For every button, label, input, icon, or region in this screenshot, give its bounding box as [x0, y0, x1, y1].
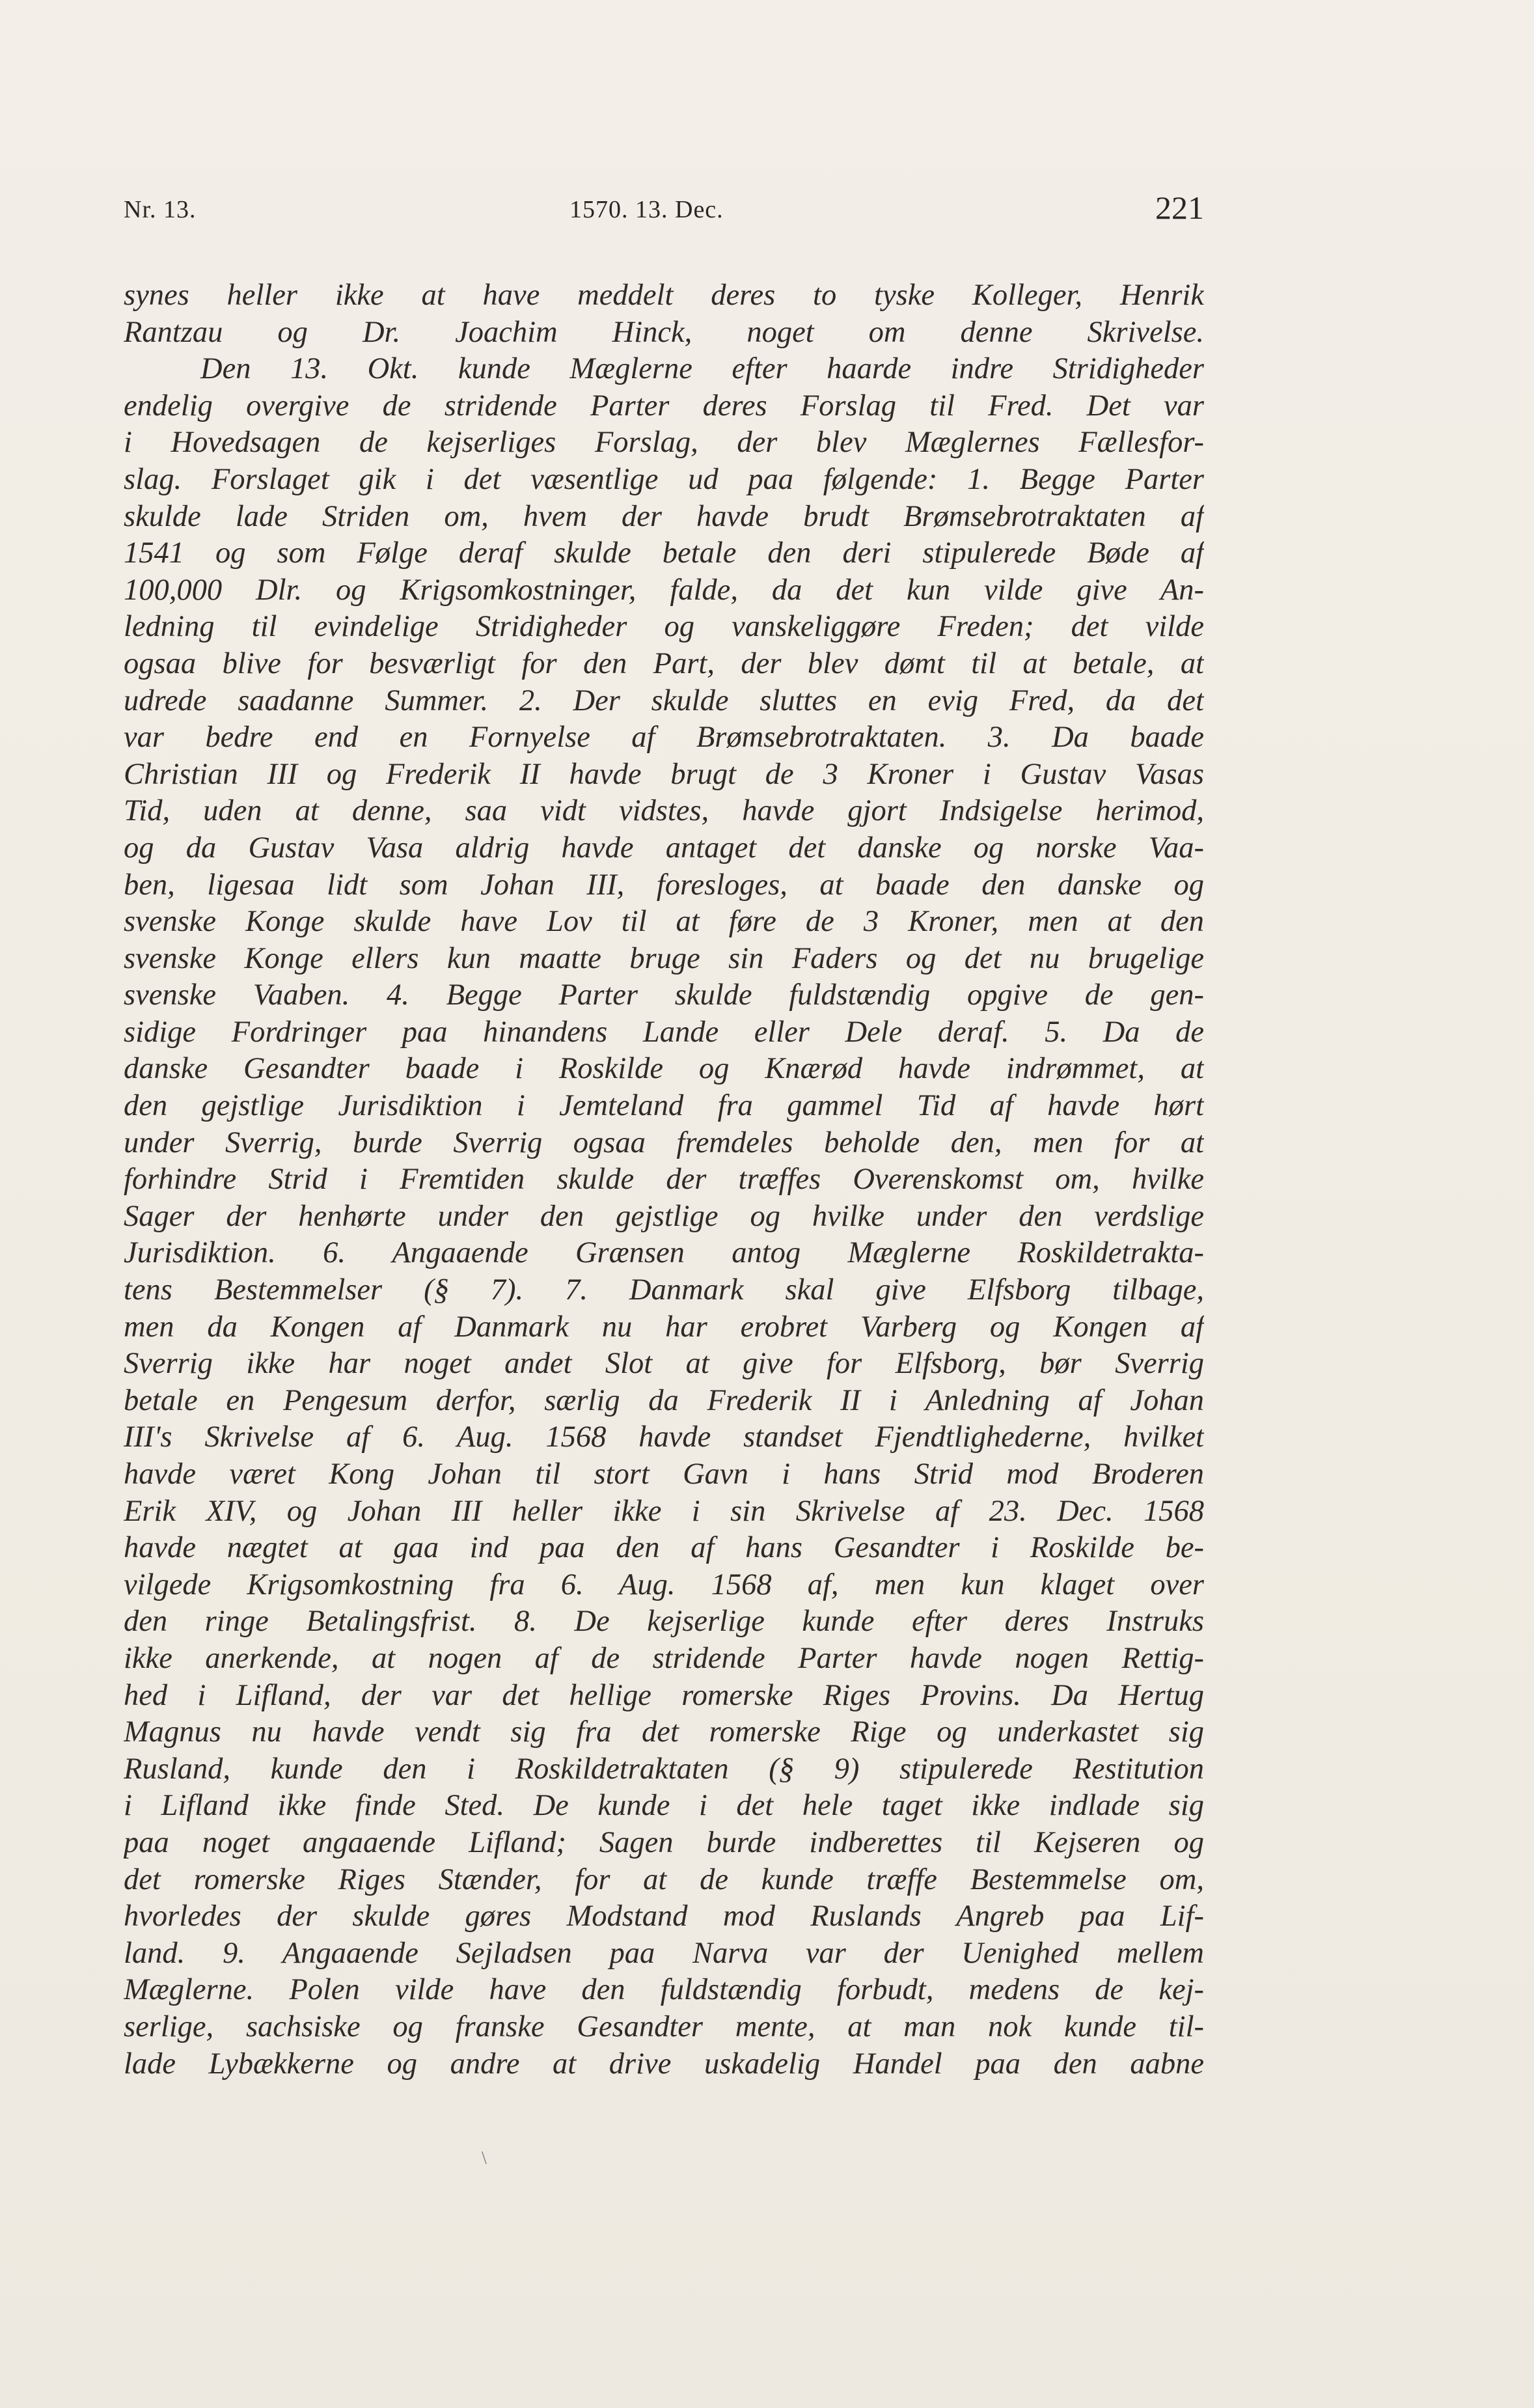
text-line: Erik XIV, og Johan III heller ikke i sin Skrivelse af 23. Dec. 1568: [124, 1494, 1204, 1528]
page-header: [124, 189, 1204, 241]
text-line: vilgede Krigsomkostning fra 6. Aug. 1568 af, men kun klaget over: [124, 1568, 1204, 1601]
text-line: svenske Konge ellers kun maatte bruge sin Faders og det nu brugelige: [124, 941, 1204, 975]
text-line: Jurisdiktion. 6. Angaaende Grænsen antog Mæglerne Roskildetrakta-: [124, 1236, 1204, 1270]
text-line: Rusland, kunde den i Roskildetraktaten (§ 9) stipulerede Restitution: [124, 1752, 1204, 1786]
text-line: 100,000 Dlr. og Krigsomkostninger, falde, da det kun vilde give An-: [124, 573, 1204, 607]
text-line: danske Gesandter baade i Roskilde og Knærød havde indrømmet, at: [124, 1052, 1204, 1086]
text-line: 1541 og som Følge deraf skulde betale den deri stipulerede Bøde af: [124, 536, 1204, 570]
text-line: var bedre end en Fornyelse af Brømsebrotraktaten. 3. Da baade: [124, 721, 1204, 754]
text-line: Magnus nu havde vendt sig fra det romerske Rige og underkastet sig: [124, 1715, 1204, 1749]
text-line: synes heller ikke at have meddelt deres to tyske Kolleger, Henrik: [124, 279, 1204, 312]
text-line: sidige Fordringer paa hinandens Lande eller Dele deraf. 5. Da de: [124, 1015, 1204, 1049]
text-line: Mæglerne. Polen vilde have den fuldstændig forbudt, medens de kej-: [124, 1973, 1204, 2007]
text-line: havde nægtet at gaa ind paa den af hans Gesandter i Roskilde be-: [124, 1531, 1204, 1565]
text-line: den gejstlige Jurisdiktion i Jemteland fra gammel Tid af havde hørt: [124, 1089, 1204, 1123]
text-line: forhindre Strid i Fremtiden skulde der træffes Overenskomst om, hvilke: [124, 1163, 1204, 1197]
text-line: Sverrig ikke har noget andet Slot at give for Elfsborg, bør Sverrig: [124, 1347, 1204, 1381]
text-line: ledning til evindelige Stridigheder og vanskeliggøre Freden; det vilde: [124, 610, 1204, 644]
text-line: III's Skrivelse af 6. Aug. 1568 havde standset Fjendtlighederne, hvilket: [124, 1420, 1204, 1454]
text-line: ben, ligesaa lidt som Johan III, foresloges, at baade den danske og: [124, 868, 1204, 902]
text-line: endelig overgive de stridende Parter deres Forslag til Fred. Det var: [124, 389, 1204, 422]
text-line: i Lifland ikke finde Sted. De kunde i det hele taget ikke indlade sig: [124, 1789, 1204, 1823]
body-text: [124, 277, 1204, 2083]
text-line: under Sverrig, burde Sverrig ogsaa fremdeles beholde den, men for at: [124, 1126, 1204, 1159]
text-line: betale en Pengesum derfor, særlig da Frederik II i Anledning af Johan: [124, 1383, 1204, 1417]
text-line: det romerske Riges Stænder, for at de kunde træffe Bestemmelse om,: [124, 1862, 1204, 1896]
text-line: ikke anerkende, at nogen af de stridende Parter havde nogen Rettig-: [124, 1641, 1204, 1675]
text-line: land. 9. Angaaende Sejladsen paa Narva var der Uenighed mellem: [124, 1936, 1204, 1970]
text-line: hvorledes der skulde gøres Modstand mod Ruslands Angreb paa Lif-: [124, 1900, 1204, 1933]
text-line: slag. Forslaget gik i det væsentlige ud paa følgende: 1. Begge Parter: [124, 462, 1204, 496]
text-line: den ringe Betalingsfrist. 8. De kejserlige kunde efter deres Instruks: [124, 1605, 1204, 1639]
text-line: havde været Kong Johan til stort Gavn i hans Strid mod Broderen: [124, 1458, 1204, 1491]
text-line: Rantzau og Dr. Joachim Hinck, noget om denne Skrivelse.: [124, 315, 1204, 349]
text-line: Christian III og Frederik II havde brugt de 3 Kroner i Gustav Vasas: [124, 757, 1204, 791]
stray-mark: \: [482, 2148, 487, 2168]
text-line: svenske Vaaben. 4. Begge Parter skulde fuldstændig opgive de gen-: [124, 978, 1204, 1012]
text-line: men da Kongen af Danmark nu har erobret Varberg og Kongen af: [124, 1310, 1204, 1344]
document-number: Nr. 13.: [124, 196, 197, 223]
text-line: skulde lade Striden om, hvem der havde brudt Brømsebrotraktaten af: [124, 499, 1204, 533]
text-line: tens Bestemmelser (§ 7). 7. Danmark skal give Elfsborg tilbage,: [124, 1273, 1204, 1307]
text-line: Sager der henhørte under den gejstlige og hvilke under den verdslige: [124, 1199, 1204, 1233]
text-line: lade Lybækkerne og andre at drive uskadelig Handel paa den aabne: [124, 2047, 1204, 2081]
text-line: svenske Konge skulde have Lov til at føre de 3 Kroner, men at den: [124, 905, 1204, 939]
text-line: Tid, uden at denne, saa vidt vidstes, havde gjort Indsigelse herimod,: [124, 794, 1204, 828]
text-line: paa noget angaaende Lifland; Sagen burde indberettes til Kejseren og: [124, 1825, 1204, 1859]
text-line: ogsaa blive for besværligt for den Part, der blev dømt til at betale, at: [124, 646, 1204, 680]
text-line: Den 13. Okt. kunde Mæglerne efter haarde indre Stridigheder: [200, 352, 1204, 386]
document-date: 1570. 13. Dec.: [569, 196, 724, 223]
text-line: serlige, sachsiske og franske Gesandter mente, at man nok kunde til-: [124, 2010, 1204, 2043]
text-line: hed i Lifland, der var det hellige romerske Riges Provins. Da Hertug: [124, 1678, 1204, 1712]
text-line: udrede saadanne Summer. 2. Der skulde sluttes en evig Fred, da det: [124, 684, 1204, 717]
text-line: i Hovedsagen de kejserliges Forslag, der blev Mæglernes Fællesfor-: [124, 426, 1204, 460]
text-line: og da Gustav Vasa aldrig havde antaget det danske og norske Vaa-: [124, 831, 1204, 865]
page-number: 221: [1155, 189, 1204, 226]
